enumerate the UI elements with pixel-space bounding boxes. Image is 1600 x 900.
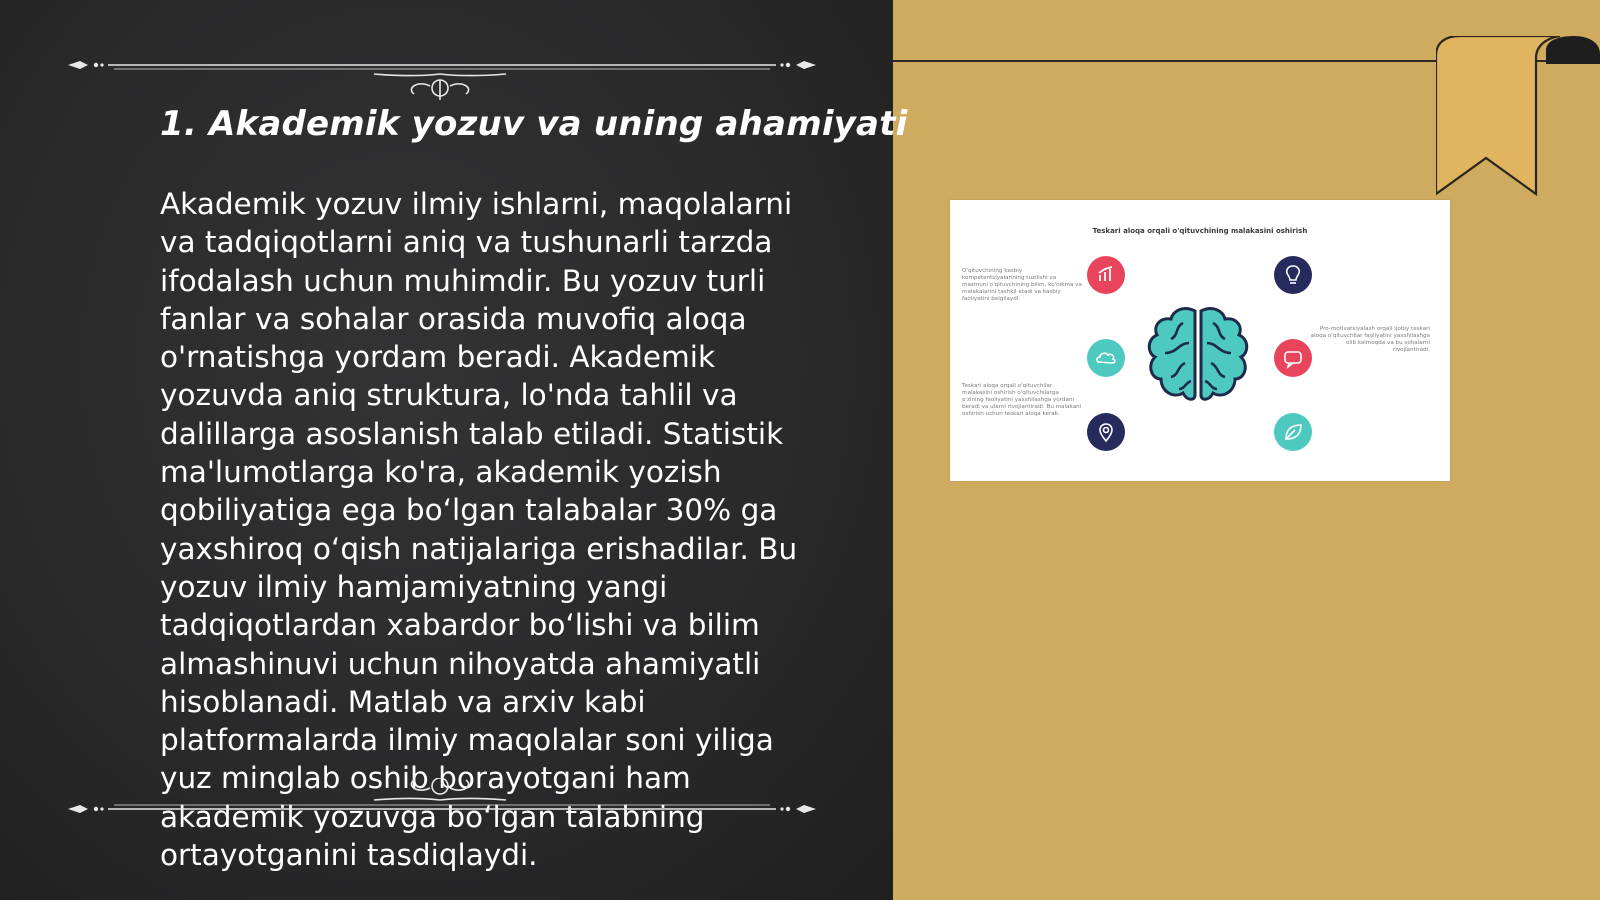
infographic-title: Teskari aloqa orqali o'qituvchining malakasini oshirish (1092, 227, 1308, 235)
infographic-text-left-top: O'qituvchining kasbiy kompetentsiyalarining tuzilishi va mazmuni o'qituvchining bilim, ko'nikma va malakalarini tashkil etadi va kasbiy faoliyatini belgilaydi. (962, 268, 1082, 302)
bookmark-icon (1436, 36, 1600, 198)
chart-icon (1087, 256, 1125, 294)
infographic-card (950, 200, 1450, 481)
ornament-divider-bottom (68, 778, 828, 828)
lightbulb-icon (1274, 256, 1312, 294)
brain-icon (1143, 303, 1253, 408)
location-pin-icon (1087, 413, 1125, 451)
infographic-text-right: Pro-motivatsiyalash orqali ijobiy teskari aloqa o'qituvchilar faoliyatini yaxshilashga olib kelmoqda va bu sohalarni rivojlantiradi. (1310, 326, 1430, 353)
cloud-icon (1087, 339, 1125, 377)
chat-icon (1274, 339, 1312, 377)
infographic-text-left-bottom: Teskari aloqa orqali o'qituvchilar malakasini oshirish o'qituvchilarga o'zining faoliyatini yaxshilashga yordam beradi va ularni rivojlantiradi. Bu malakani oshirish uchun teskari aloqa kerak. (962, 383, 1082, 417)
body-paragraph: Akademik yozuv ilmiy ishlarni, maqolalarni va tadqiqotlarni aniq va tushunarli tarzda ifodalash uchun muhimdir. Bu yozuv turli fanlar va sohalar orasida muvofiq aloqa o'rnatishga yordam beradi. Akademik yozuvda aniq struktura, lo'nda tahlil va dalillarga asoslanish talab etiladi. Statistik ma'lumotlarga ko'ra, akademik yozish qobiliyatiga ega bo‘lgan talabalar 30% ga yaxshiroq o‘qish natijalariga erishadilar. Bu yozuv ilmiy hamjamiyatning yangi tadqiqotlardan xabardor bo‘lishi va bilim almashinuvi uchun nihoyatda ahamiyatli hisoblanadi. Matlab va arxiv kabi platformalarda ilmiy maqolalar soni yiliga yuz minglab oshib borayotgani ham akademik yozuvga bo‘lgan talabning ortayotganini tasdiqlaydi. (160, 187, 798, 873)
leaf-icon (1274, 413, 1312, 451)
slide-title: 1. Akademik yozuv va uning ahamiyati (160, 104, 908, 144)
ornament-divider-top (68, 50, 828, 100)
